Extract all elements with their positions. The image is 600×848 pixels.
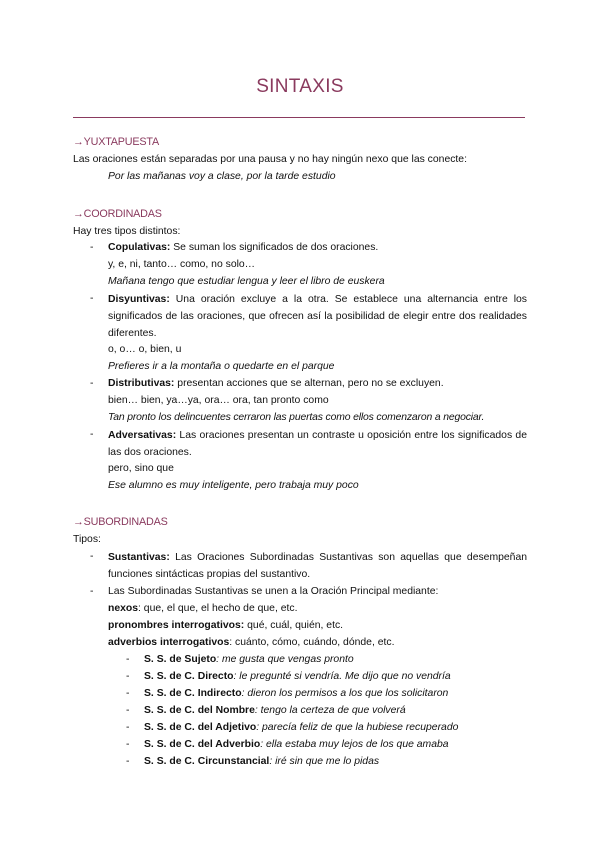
bullet-dash: -: [90, 242, 94, 253]
pronombres-line: [108, 618, 343, 634]
tipo-example: : tengo la certeza de que volverá: [254, 705, 406, 716]
yuxtapuesta-definition: Las oraciones están separadas por una pausa y no hay ningún nexo que las conecte:: [73, 154, 467, 165]
tipo-label: S. S. de C. Circunstancial: [144, 756, 270, 767]
bullet-dash: -: [90, 429, 94, 440]
yuxtapuesta-example: Por las mañanas voy a clase, por la tarde estudio: [108, 171, 336, 182]
nexos-line: [108, 601, 297, 617]
tipo-label: S. S. de C. Indirecto: [144, 688, 242, 699]
tipo-example: : me gusta que vengas pronto: [216, 654, 354, 665]
bullet-dash: -: [90, 586, 94, 597]
section-heading-subordinadas: →SUBORDINADAS: [73, 516, 168, 528]
disyuntivas-text: Una oración excluye a la otra. Se establece una alternancia entre los significados de las oraciones, que ofrecen así la posibilidad de elegir entre dos realidades diferentes.: [108, 294, 527, 339]
tipo-label: S. S. de C. del Adverbio: [144, 739, 261, 750]
adversativas-text: Las oraciones presentan un contraste u oposición entre los significados de las dos oraciones.: [108, 430, 527, 458]
tipo-example: : parecía feliz de que la hubiese recuperado: [256, 722, 459, 733]
sustantivas-item: [108, 549, 527, 583]
copulativas-example: Mañana tengo que estudiar lengua y leer el libro de euskera: [108, 276, 385, 287]
bullet-dash: -: [126, 739, 130, 750]
tipo-c-adjetivo: [144, 720, 458, 736]
tipo-label: S. S. de C. Directo: [144, 671, 234, 682]
tipo-example: : iré sin que me lo pidas: [269, 756, 380, 767]
tipo-example: : le pregunté si vendría. Me dijo que no vendría: [233, 671, 451, 682]
nexos-label: nexos: [108, 603, 139, 614]
disyuntivas-example: Prefieres ir a la montaña o quedarte en el parque: [108, 361, 335, 372]
subordinadas-intro: Tipos:: [73, 534, 101, 545]
disyuntivas-term: Disyuntivas:: [108, 294, 170, 305]
pronombres-text: qué, cuál, quién, etc.: [244, 620, 344, 631]
adversativas-example: Ese alumno es muy inteligente, pero trabaja muy poco: [108, 480, 359, 491]
copulativas-item: [108, 240, 378, 256]
distributivas-nexos: bien… bien, ya…ya, ora… ora, tan pronto como: [108, 395, 329, 406]
tipo-example: : dieron los permisos a los que los solicitaron: [241, 688, 449, 699]
bullet-dash: -: [126, 654, 130, 665]
tipo-c-indirecto: [144, 686, 448, 702]
bullet-dash: -: [126, 722, 130, 733]
tipo-label: S. S. de C. del Adjetivo: [144, 722, 257, 733]
adversativas-item: [108, 427, 527, 461]
section-heading-coordinadas: →COORDINADAS: [73, 208, 162, 220]
bullet-dash: -: [126, 688, 130, 699]
distributivas-text: presentan acciones que se alternan, pero no se excluyen.: [174, 378, 444, 389]
section-heading-yuxtapuesta: →YUXTAPUESTA: [73, 136, 159, 148]
disyuntivas-nexos: o, o… o, bien, u: [108, 344, 182, 355]
tipo-label: S. S. de Sujeto: [144, 654, 217, 665]
bullet-dash: -: [126, 756, 130, 767]
adverbios-line: [108, 635, 394, 651]
tipo-example: : ella estaba muy lejos de los que amaba: [260, 739, 449, 750]
adverbios-text: : cuánto, cómo, cuándo, dónde, etc.: [229, 637, 395, 648]
distributivas-example: Tan pronto los delincuentes cerraron las puertas como ellos comenzaron a negociar.: [108, 412, 485, 423]
copulativas-text: Se suman los significados de dos oraciones.: [170, 242, 379, 253]
bullet-dash: -: [126, 671, 130, 682]
copulativas-nexos: y, e, ni, tanto… como, no solo…: [108, 259, 256, 270]
tipo-label: S. S. de C. del Nombre: [144, 705, 255, 716]
tipo-c-directo: [144, 669, 451, 685]
bullet-dash: -: [90, 293, 94, 304]
subordinadas-union: Las Subordinadas Sustantivas se unen a la Oración Principal mediante:: [108, 586, 439, 597]
bullet-dash: -: [90, 378, 94, 389]
copulativas-term: Copulativas:: [108, 242, 171, 253]
page-title: SINTAXIS: [256, 76, 344, 97]
distributivas-item: [108, 376, 444, 392]
distributivas-term: Distributivas:: [108, 378, 175, 389]
adverbios-label: adverbios interrogativos: [108, 637, 230, 648]
coordinadas-intro: Hay tres tipos distintos:: [73, 226, 181, 237]
bullet-dash: -: [90, 551, 94, 562]
tipo-c-circunstancial: [144, 754, 379, 770]
pronombres-label: pronombres interrogativos:: [108, 620, 245, 631]
nexos-text: : que, el que, el hecho de que, etc.: [138, 603, 298, 614]
adversativas-term: Adversativas:: [108, 430, 177, 441]
adversativas-nexos: pero, sino que: [108, 463, 174, 474]
sustantivas-text: Las Oraciones Subordinadas Sustantivas son aquellas que desempeñan funciones sintácticas propias del sustantivo.: [108, 552, 527, 580]
title-divider: [73, 117, 525, 118]
tipo-c-nombre: [144, 703, 406, 719]
sustantivas-term: Sustantivas:: [108, 552, 170, 563]
bullet-dash: -: [126, 705, 130, 716]
disyuntivas-item: [108, 291, 527, 342]
tipo-c-adverbio: [144, 737, 449, 753]
tipo-sujeto: [144, 652, 354, 668]
